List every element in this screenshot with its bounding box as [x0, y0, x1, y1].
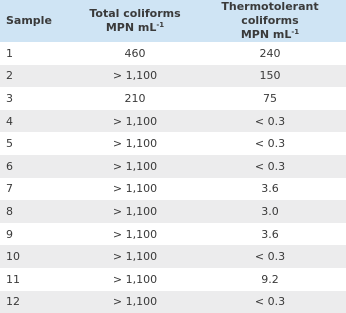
cell-sample: 4 [6, 114, 13, 128]
cell-total-coliforms: 210 [124, 91, 146, 105]
table-row [0, 268, 346, 291]
table-row [0, 155, 346, 178]
cell-total-coliforms: > 1,100 [112, 182, 158, 196]
cell-total-coliforms: > 1,100 [112, 137, 158, 151]
cell-sample: 1 [6, 46, 13, 60]
table-row [0, 223, 346, 246]
cell-sample: 3 [6, 91, 13, 105]
table-row [0, 110, 346, 133]
cell-sample: 9 [6, 227, 13, 241]
table-row [0, 87, 346, 110]
cell-total-coliforms: > 1,100 [112, 114, 158, 128]
table-header [0, 0, 346, 42]
cell-thermotolerant-coliforms: < 0.3 [254, 137, 286, 151]
header-total-coliforms [76, 0, 194, 42]
header-thermotolerant-coliforms [194, 0, 346, 42]
header-sample: Sample [6, 14, 52, 27]
cell-total-coliforms: > 1,100 [112, 272, 158, 286]
cell-thermotolerant-coliforms: < 0.3 [254, 295, 286, 309]
cell-thermotolerant-coliforms: 9.2 [261, 272, 279, 286]
header-thermo-exponent: -1 [291, 28, 300, 36]
cell-thermotolerant-coliforms: 3.6 [261, 182, 279, 196]
header-thermo-line1: Thermotolerant coliforms [221, 0, 319, 27]
cell-sample: 8 [6, 204, 13, 218]
cell-total-coliforms: > 1,100 [112, 159, 158, 173]
header-row [0, 0, 346, 42]
header-total-line2: MPN mL [105, 21, 157, 34]
cell-thermotolerant-coliforms: 3.6 [261, 227, 279, 241]
table-row [0, 200, 346, 223]
cell-sample: 11 [6, 272, 20, 286]
cell-total-coliforms: > 1,100 [112, 69, 158, 83]
header-total-line1: Total coliforms [89, 7, 181, 20]
cell-thermotolerant-coliforms: 150 [259, 69, 281, 83]
cell-sample: 7 [6, 182, 13, 196]
cell-total-coliforms: > 1,100 [112, 250, 158, 264]
cell-thermotolerant-coliforms: < 0.3 [254, 159, 286, 173]
cell-thermotolerant-coliforms: < 0.3 [254, 114, 286, 128]
table-row [0, 42, 346, 65]
table-row [0, 65, 346, 88]
cell-total-coliforms: > 1,100 [112, 295, 158, 309]
cell-thermotolerant-coliforms: 240 [259, 46, 281, 60]
header-thermo-line2: MPN mL [240, 28, 292, 41]
table-body [0, 42, 346, 313]
cell-total-coliforms: > 1,100 [112, 204, 158, 218]
header-total-exponent: -1 [156, 21, 165, 29]
table-row [0, 178, 346, 201]
cell-thermotolerant-coliforms: 75 [263, 91, 277, 105]
cell-thermotolerant-coliforms: < 0.3 [254, 250, 286, 264]
cell-total-coliforms: 460 [124, 46, 146, 60]
table-row [0, 245, 346, 268]
cell-sample: 12 [6, 295, 20, 309]
cell-sample: 10 [6, 250, 20, 264]
cell-sample: 6 [6, 159, 13, 173]
cell-sample: 5 [6, 137, 13, 151]
cell-thermotolerant-coliforms: 3.0 [261, 204, 279, 218]
cell-total-coliforms: > 1,100 [112, 227, 158, 241]
cell-sample: 2 [6, 69, 13, 83]
table-row [0, 132, 346, 155]
